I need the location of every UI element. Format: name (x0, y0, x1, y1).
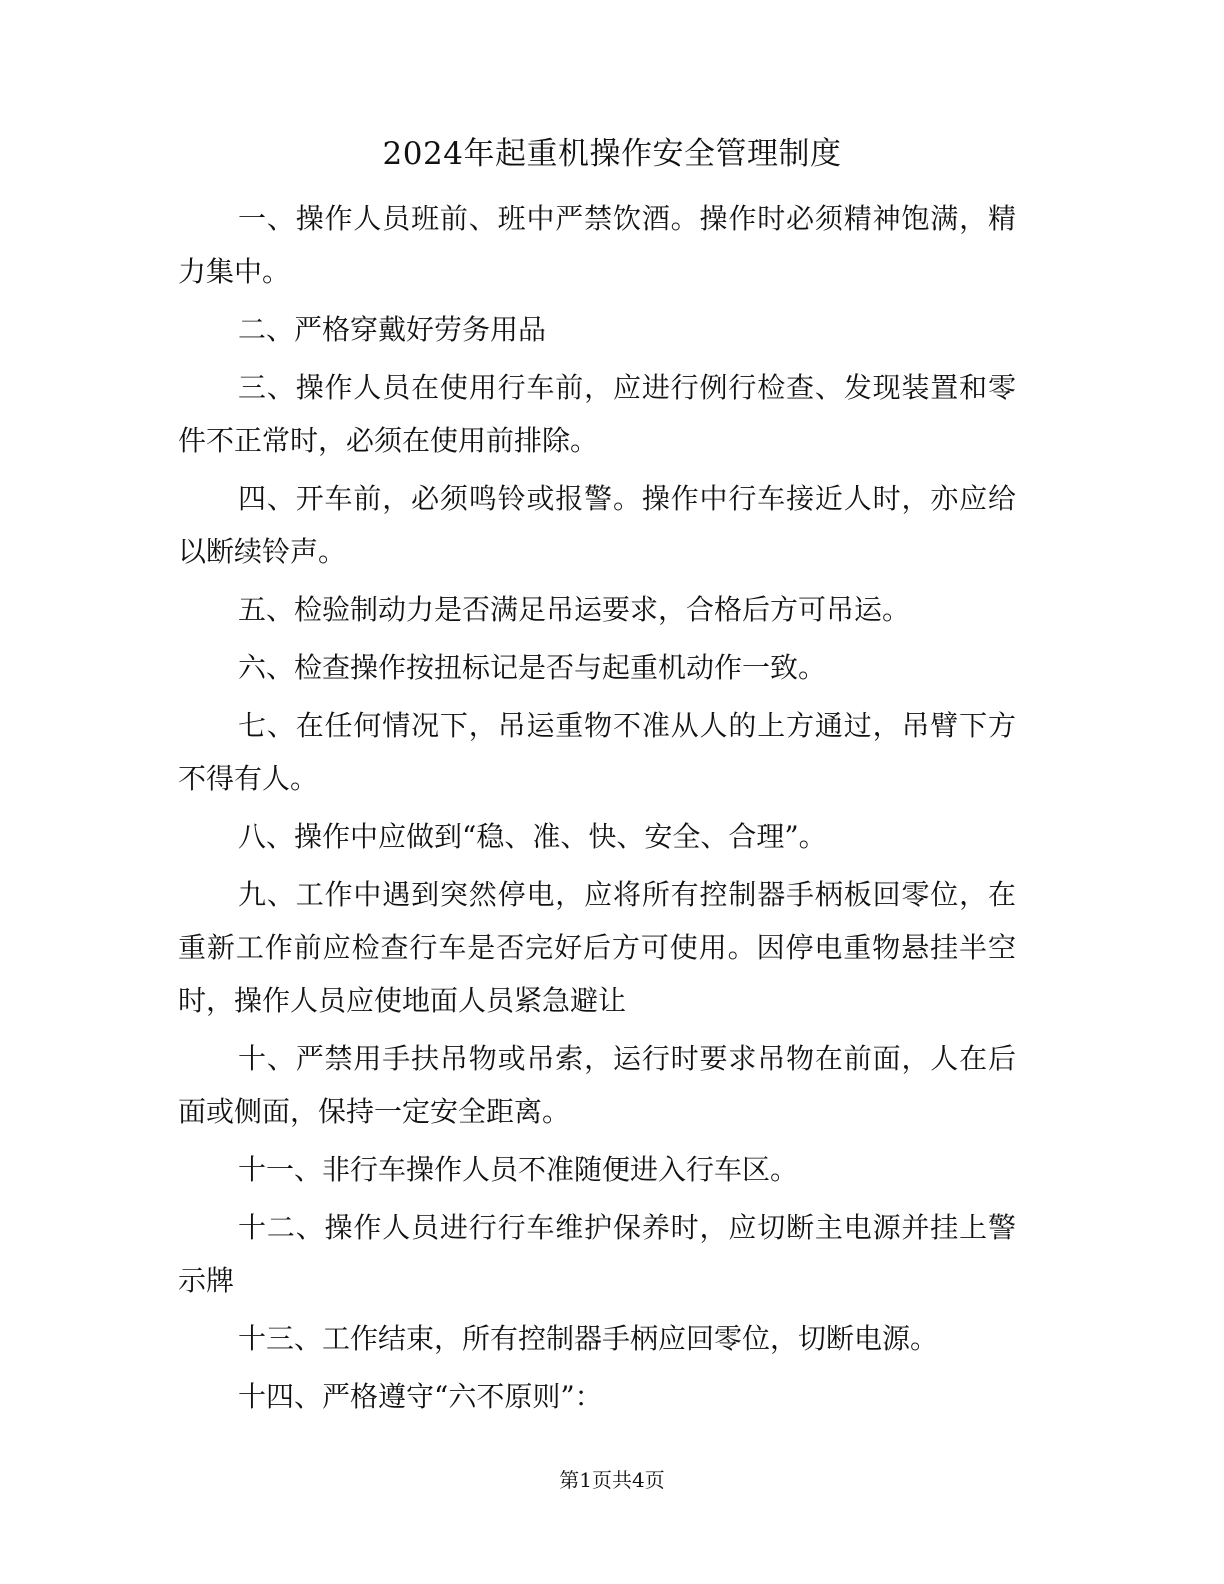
paragraph-1: 一、操作人员班前、班中严禁饮酒。操作时必须精神饱满，精力集中。 (178, 202, 1016, 288)
paragraph-9: 九、工作中遇到突然停电，应将所有控制器手柄板回零位，在重新工作前应检查行车是否完好后方可使用。因停电重物悬挂半空时，操作人员应使地面人员紧急避让 (178, 878, 1016, 1017)
document-title: 2024年起重机操作安全管理制度 (382, 136, 842, 172)
paragraph-7: 七、在任何情况下，吊运重物不准从人的上方通过，吊臂下方不得有人。 (178, 709, 1016, 795)
paragraph-3: 三、操作人员在使用行车前，应进行例行检查、发现装置和零件不正常时，必须在使用前排除。 (178, 371, 1016, 457)
paragraph-6: 六、检查操作按扭标记是否与起重机动作一致。 (238, 651, 827, 684)
paragraph-11: 十一、非行车操作人员不准随便进入行车区。 (238, 1153, 799, 1186)
paragraph-12: 十二、操作人员进行行车维护保养时，应切断主电源并挂上警示牌 (178, 1211, 1016, 1297)
paragraph-14: 十四、严格遵守“六不原则”： (238, 1380, 603, 1413)
page-footer: 第1页共4页 (559, 1468, 665, 1492)
paragraph-2: 二、严格穿戴好劳务用品 (238, 313, 547, 346)
paragraph-10: 十、严禁用手扶吊物或吊索，运行时要求吊物在前面，人在后面或侧面，保持一定安全距离。 (178, 1042, 1016, 1128)
document-body (178, 192, 1016, 1428)
paragraph-4: 四、开车前，必须鸣铃或报警。操作中行车接近人时，亦应给以断续铃声。 (178, 482, 1016, 568)
paragraph-8: 八、操作中应做到“稳、准、快、安全、合理”。 (238, 820, 827, 853)
paragraph-5: 五、检验制动力是否满足吊运要求，合格后方可吊运。 (238, 593, 911, 626)
paragraph-13: 十三、工作结束，所有控制器手柄应回零位，切断电源。 (238, 1322, 939, 1355)
